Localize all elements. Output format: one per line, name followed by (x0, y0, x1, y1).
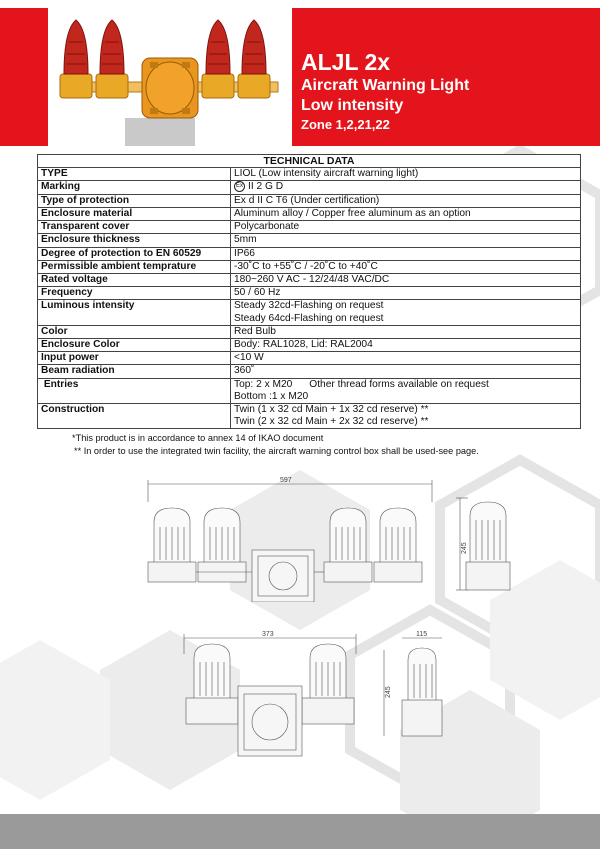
dim-side-small: 115 (416, 631, 428, 638)
value-line-2: Bottom :1 x M20 (234, 390, 309, 402)
dim-height-small: 245 (385, 686, 392, 698)
table-row (38, 208, 581, 221)
drawing-side-view-top (456, 472, 526, 602)
dim-width-top: 597 (280, 477, 292, 484)
footnote-2: ** In order to use the integrated twin facility, the aircraft warning control box shall be used-see page. (74, 446, 479, 456)
row-value: Ex d II C T6 (Under certification) (231, 194, 581, 207)
row-value: 180~260 V AC - 12/24/48 VAC/DC (231, 274, 581, 287)
table-row (38, 325, 581, 338)
row-label: Enclosure material (38, 208, 231, 221)
junction-box (142, 58, 198, 118)
red-accent-left (0, 8, 48, 146)
subtitle-line-1: Aircraft Warning Light (301, 77, 470, 94)
product-photo (52, 12, 288, 132)
row-value (231, 181, 581, 194)
marking-value: II 2 G D (248, 181, 284, 193)
table-row (38, 274, 581, 287)
drawing-front-2-lamp (180, 628, 360, 758)
row-value: -30˚C to +55˚C / -20˚C to +40˚C (231, 260, 581, 273)
row-label: Input power (38, 352, 231, 365)
row-value: 5mm (231, 234, 581, 247)
footer-bar (0, 814, 600, 849)
row-label: Entries (38, 378, 231, 403)
row-label: Frequency (38, 287, 231, 300)
row-label: Enclosure Color (38, 339, 231, 352)
value-line-1: Twin (1 x 32 cd Main + 1x 32 cd reserve) ** (234, 404, 429, 416)
row-label: Construction (38, 404, 231, 429)
subtitle-line-2: Low intensity (301, 97, 404, 114)
table-row (38, 352, 581, 365)
row-label: Permissible ambient temprature (38, 260, 231, 273)
row-label: Beam radiation (38, 365, 231, 378)
row-value: LIOL (Low intensity aircraft warning light) (231, 168, 581, 181)
row-label: Color (38, 325, 231, 338)
table-row (38, 365, 581, 378)
dim-height-side: 245 (461, 542, 468, 554)
row-label: Type of protection (38, 194, 231, 207)
row-label: Rated voltage (38, 274, 231, 287)
lamp-4 (238, 20, 270, 98)
row-label: TYPE (38, 168, 231, 181)
drawing-front-4-lamp (140, 472, 440, 602)
row-value: <10 W (231, 352, 581, 365)
row-label: Luminous intensity (38, 300, 231, 325)
table-row (38, 168, 581, 181)
drawing-side-view-bottom (378, 628, 448, 743)
model-title: ALJL 2x (301, 49, 391, 75)
table-row (38, 234, 581, 247)
row-label: Degree of protection to EN 60529 (38, 247, 231, 260)
ex-marking-icon: Ex (234, 181, 245, 192)
drawing-lamp (148, 508, 196, 582)
table-row (38, 194, 581, 207)
table-row (38, 181, 581, 194)
footnote-1: *This product is in accordance to annex 14 of IKAO document (72, 433, 324, 443)
row-value (231, 404, 581, 429)
lamp-3 (202, 20, 234, 98)
row-value: 50 / 60 Hz (231, 287, 581, 300)
lamp-1 (60, 20, 92, 98)
row-value: Body: RAL1028, Lid: RAL2004 (231, 339, 581, 352)
table-header-row (38, 155, 581, 168)
row-value (231, 378, 581, 403)
row-value: 360˚ (231, 365, 581, 378)
table-row (38, 287, 581, 300)
value-line-2: Steady 64cd-Flashing on request (234, 312, 384, 324)
value-line-1: Top: 2 x M20 Other thread forms available on request (234, 378, 489, 390)
lamp-2 (96, 20, 128, 98)
row-label: Transparent cover (38, 221, 231, 234)
table-title: TECHNICAL DATA (38, 155, 581, 168)
table-row (38, 221, 581, 234)
table-row (38, 404, 581, 429)
technical-data-table (37, 154, 581, 429)
value-line-2: Twin (2 x 32 cd Main + 2x 32 cd reserve) ** (234, 416, 429, 428)
zone-text: Zone 1,2,21,22 (301, 117, 390, 132)
row-value: Polycarbonate (231, 221, 581, 234)
row-label: Marking (38, 181, 231, 194)
dim-width-bottom: 373 (262, 631, 274, 638)
row-label: Enclosure thickness (38, 234, 231, 247)
row-value (231, 300, 581, 325)
value-line-1: Steady 32cd-Flashing on request (234, 300, 384, 312)
table-row (38, 300, 581, 325)
table-row (38, 247, 581, 260)
row-value: Red Bulb (231, 325, 581, 338)
table-row (38, 260, 581, 273)
table-row (38, 339, 581, 352)
row-value: Aluminum alloy / Copper free aluminum as an option (231, 208, 581, 221)
table-row (38, 378, 581, 403)
title-block (301, 48, 469, 134)
row-value: IP66 (231, 247, 581, 260)
